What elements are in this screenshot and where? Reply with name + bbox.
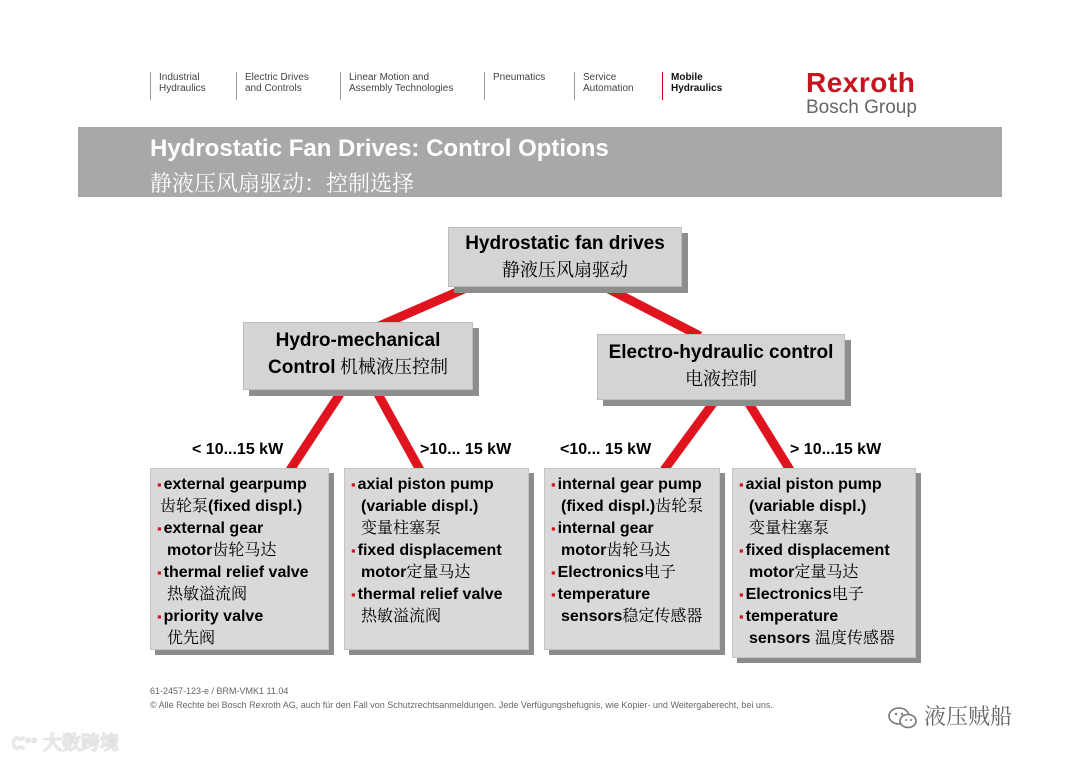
nav-pneumatics[interactable]: Pneumatics	[484, 72, 545, 100]
list-item: ▪ axial piston pump (variable displ.) 变量柱塞泵	[739, 476, 882, 537]
watermark-left: ᙅ°° 大数跨境	[12, 733, 119, 754]
list-item: ▪ internal gear pump (fixed displ.)齿轮泵	[551, 476, 704, 515]
range-label-2: >10... 15 kW	[420, 441, 512, 458]
list-item: ▪ thermal relief valve 热敏溢流阀	[351, 586, 503, 625]
component-box-2	[344, 468, 529, 650]
brand-mark-icon: ᙅ°°	[12, 736, 38, 753]
list-item: ▪ Electronics电子	[739, 586, 864, 603]
list-item: ▪ external gear motor齿轮马达	[157, 520, 277, 559]
watermark-right: 液压贼船	[888, 700, 1012, 731]
connector-root-right	[595, 282, 700, 336]
document-code: 61-2457-123-e / BRM-VMK1 11.04	[150, 686, 289, 696]
nav-industrial-hydraulics[interactable]: Industrial Hydraulics	[150, 72, 206, 100]
list-item: ▪ axial piston pump (variable displ.) 变量柱塞泵	[351, 476, 494, 537]
brand-subtitle: Bosch Group	[806, 97, 917, 118]
list-item: ▪ temperature sensors 温度传感器	[739, 608, 895, 647]
range-label-3: <10... 15 kW	[560, 441, 652, 458]
component-box-1	[150, 468, 329, 650]
connector-hm-right	[378, 394, 420, 470]
connector-hm-left	[290, 394, 340, 470]
nav-electric-drives[interactable]: Electric Drives and Controls	[236, 72, 309, 100]
wechat-icon	[888, 707, 918, 729]
list-item: ▪ temperature sensors稳定传感器	[551, 586, 703, 625]
nav-mobile-hydraulics[interactable]: Mobile Hydraulics	[662, 72, 722, 100]
connector-eh-right	[748, 402, 790, 470]
component-box-4	[732, 468, 916, 658]
node-electro-hydraulic: Electro-hydraulic control 电液控制	[597, 334, 845, 400]
brand-name: Rexroth	[806, 67, 916, 98]
list-item: ▪ thermal relief valve 热敏溢流阀	[157, 564, 309, 603]
range-label-4: > 10...15 kW	[790, 441, 882, 458]
component-box-3	[544, 468, 720, 650]
page-title: Hydrostatic Fan Drives: Control Options	[150, 135, 609, 162]
nav-service-automation[interactable]: Service Automation	[574, 72, 634, 100]
node-hydro-mechanical: Hydro-mechanical Control 机械液压控制	[243, 322, 473, 390]
list-item: ▪ external gearpump 齿轮泵(fixed displ.)	[157, 476, 307, 515]
list-item: ▪ internal gear motor齿轮马达	[551, 520, 671, 559]
list-item: ▪ fixed displacement motor定量马达	[351, 542, 502, 581]
nav-linear-motion[interactable]: Linear Motion and Assembly Technologies	[340, 72, 453, 100]
range-label-1: < 10...15 kW	[192, 441, 284, 458]
list-item: ▪ priority valve 优先阀	[157, 608, 264, 647]
copyright-notice: © Alle Rechte bei Bosch Rexroth AG, auch für den Fall von Schutzrechtsanmeldungen. Jede Verfügungsbefugnis, wie Kopier- und Weitergaberecht, bei uns.	[150, 700, 773, 710]
node-root: Hydrostatic fan drives 静液压风扇驱动	[448, 227, 682, 287]
connector-eh-left	[664, 402, 714, 470]
page-title-zh: 静液压风扇驱动：控制选择	[150, 171, 415, 196]
list-item: ▪ fixed displacement motor定量马达	[739, 542, 890, 581]
list-item: ▪ Electronics电子	[551, 564, 676, 581]
